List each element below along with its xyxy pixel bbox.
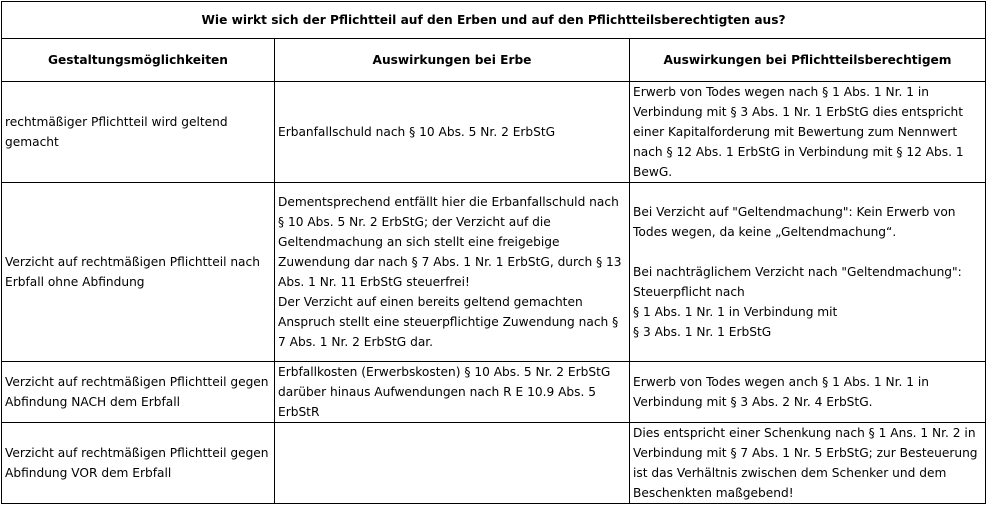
table-cell: Erwerb von Todes wegen nach § 1 Abs. 1 Nr. 1 in Verbindung mit § 3 Abs. 1 Nr. 1 ErbStG dies entspricht einer Kapitalforderung mit Bewertung zum Nennwert nach § 12 Abs. 1 ErbStG in Verbindung mit § 12 Abs. 1 BewG. <box>630 82 986 183</box>
table-cell: Verzicht auf rechtmäßigen Pflichtteil gegen Abfindung NACH dem Erbfall <box>2 362 275 423</box>
table-cell: Dementsprechend entfällt hier die Erbanfallschuld nach § 10 Abs. 5 Nr. 2 ErbStG; der Verzicht auf die Geltendmachung an sich stellt eine freigebige Zuwendung dar nach § 7 Abs. 1 Nr. 1 ErbStG, durch § 13 Abs. 1 Nr. 11 ErbStG steuerfrei! Der Verzicht auf einen bereits geltend gemachten Anspruch stellt eine steuerpflichtige Zuwendung nach § 7 Abs. 1 Nr. 2 ErbStG dar. <box>275 183 630 362</box>
table-title: Wie wirkt sich der Pflichtteil auf den Erben und auf den Pflichtteilsberechtigten aus? <box>2 2 986 39</box>
table-cell <box>275 423 630 504</box>
table-cell: Verzicht auf rechtmäßigen Pflichtteil nach Erbfall ohne Abfindung <box>2 183 275 362</box>
table-cell: Erbanfallschuld nach § 10 Abs. 5 Nr. 2 ErbStG <box>275 82 630 183</box>
table-row <box>2 423 986 504</box>
table-cell: Bei Verzicht auf "Geltendmachung": Kein Erwerb von Todes wegen, da keine „Geltendmachung“. Bei nachträglichem Verzicht nach "Geltendmachung": Steuerpflicht nach § 1 Abs. 1 Nr. 1 in Verbindung mit § 3 Abs. 1 Nr. 1 ErbStG <box>630 183 986 362</box>
table-cell: Dies entspricht einer Schenkung nach § 1 Ans. 1 Nr. 2 in Verbindung mit § 7 Abs. 1 Nr. 5 ErbStG; zur Besteuerung ist das Verhältnis zwischen dem Schenker und dem Beschenkten maßgebend! <box>630 423 986 504</box>
pflichtteil-table <box>1 1 986 504</box>
table-cell: Verzicht auf rechtmäßigen Pflichtteil gegen Abfindung VOR dem Erbfall <box>2 423 275 504</box>
table-row <box>2 183 986 362</box>
table-row <box>2 362 986 423</box>
table-cell: Erbfallkosten (Erwerbskosten) § 10 Abs. 5 Nr. 2 ErbStG darüber hinaus Aufwendungen nach R E 10.9 Abs. 5 ErbStR <box>275 362 630 423</box>
title-row <box>2 2 986 39</box>
header-row <box>2 39 986 82</box>
column-header-pflichtteilsberechtigter: Auswirkungen bei Pflichtteilsberechtigem <box>630 39 986 82</box>
column-header-gestaltung: Gestaltungsmöglichkeiten <box>2 39 275 82</box>
column-header-erbe: Auswirkungen bei Erbe <box>275 39 630 82</box>
table-row <box>2 82 986 183</box>
table-cell: rechtmäßiger Pflichtteil wird geltend gemacht <box>2 82 275 183</box>
table-cell: Erwerb von Todes wegen anch § 1 Abs. 1 Nr. 1 in Verbindung mit § 3 Abs. 2 Nr. 4 ErbStG. <box>630 362 986 423</box>
